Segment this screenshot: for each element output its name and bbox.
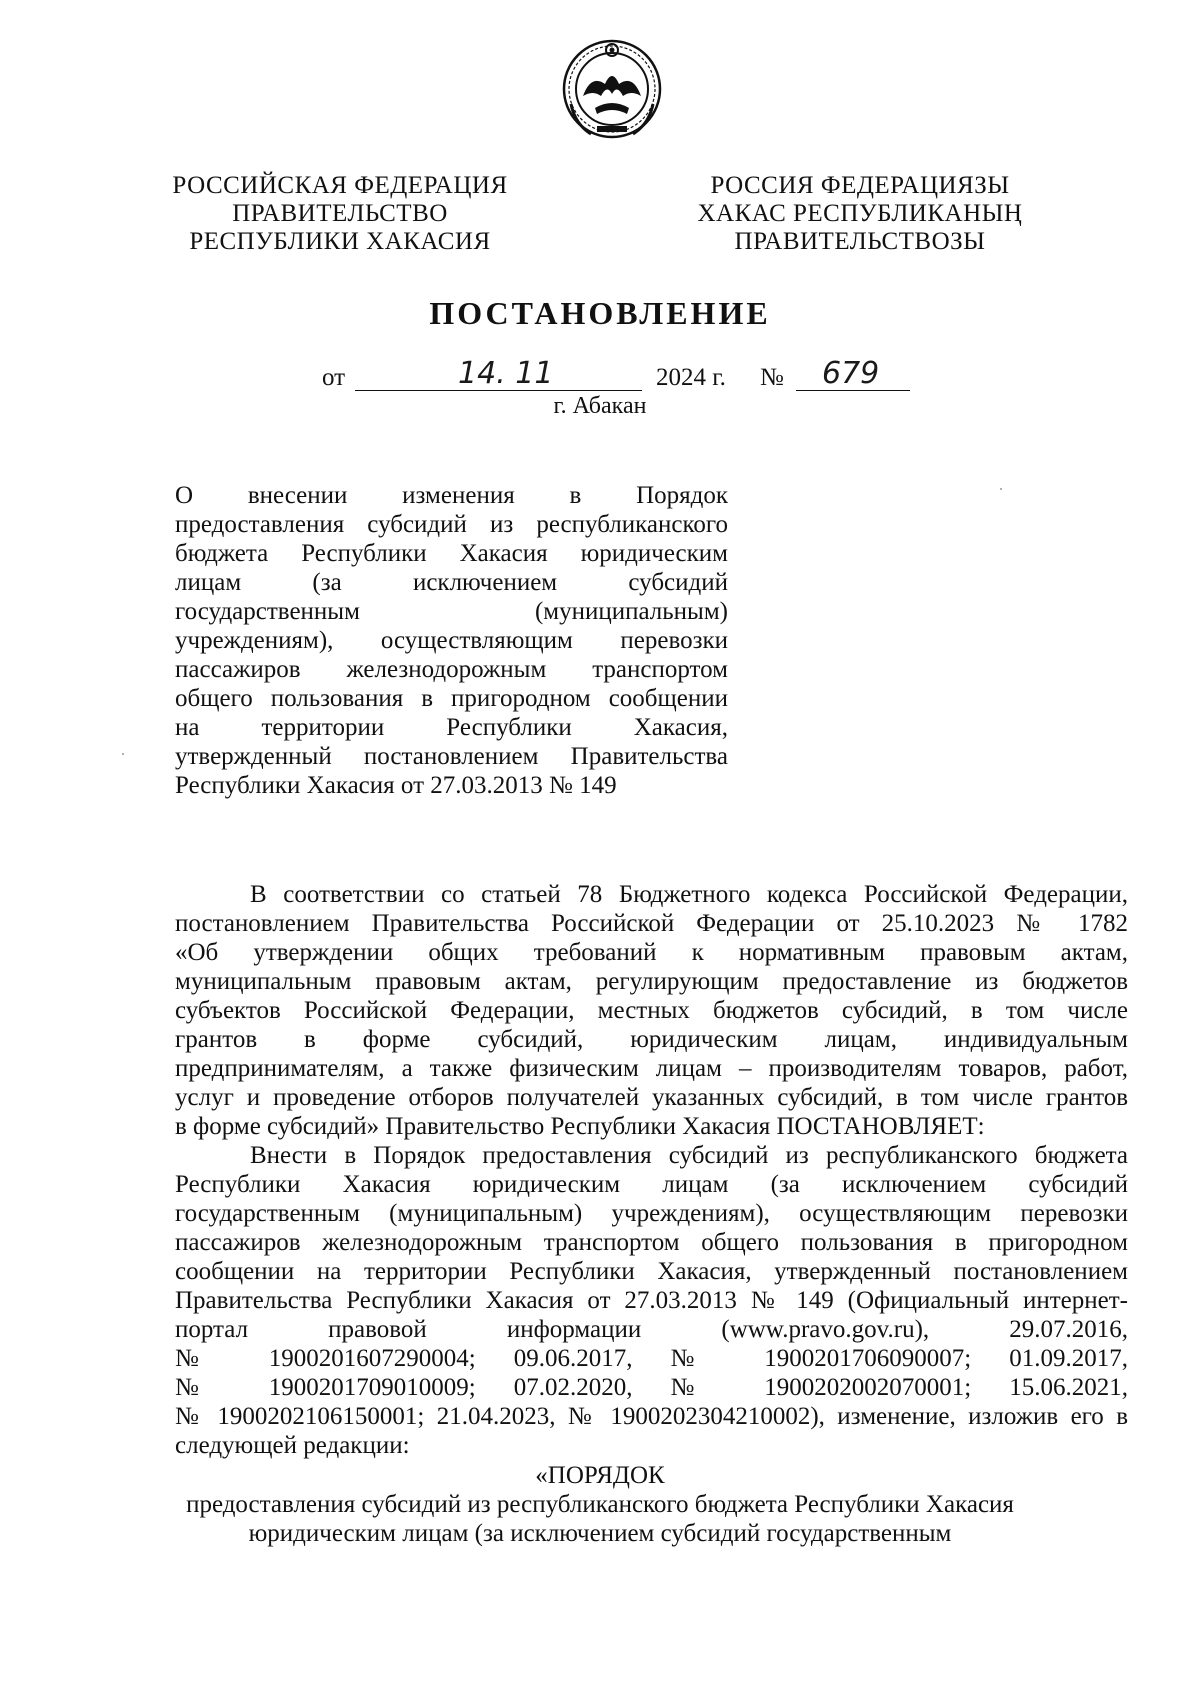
subject-line: государственным (муниципальным) [175,598,728,625]
paragraph-line: в форме субсидий» Правительство Республики Хакасия ПОСТАНОВЛЯЕТ: [175,1113,985,1140]
subject-line: лицам (за исключением субсидий [175,569,728,596]
paragraph-line: сообщении на территории Республики Хакасия, утвержденный постановлением [175,1258,1128,1285]
resolution-paragraph [175,1141,1128,1460]
paragraph-line: услуг и проведение отборов получателей указанных субсидий, в том числе грантов [175,1084,1128,1111]
paragraph-line: предпринимателям, а также физическим лицам – производителям товаров, работ, [175,1055,1128,1082]
subject-line: общего пользования в пригородном сообщении [175,685,728,712]
header-right-line: ПРАВИТЕЛЬСТВОЗЫ [734,228,986,255]
paragraph-line: пассажиров железнодорожным транспортом общего пользования в пригородном [175,1229,1128,1256]
subject-line: на территории Республики Хакасия, [175,714,728,741]
order-subtitle-line: предоставления субсидий из республиканского бюджета Республики Хакасия [186,1491,1014,1518]
paragraph-line: государственным (муниципальным) учреждениям), осуществляющим перевозки [175,1200,1128,1227]
subject-line: О внесении изменения в Порядок [175,482,728,509]
paragraph-line: постановлением Правительства Российской Федерации от 25.10.2023 № 1782 [175,910,1128,937]
paragraph-line: Правительства Республики Хакасия от 27.03.2013 № 149 (Официальный интернет- [175,1287,1128,1314]
paragraph-line: № 1900202106150001; 21.04.2023, № 1900202304210002), изменение, изложив его в [175,1403,1128,1430]
order-subtitle-line: юридическим лицам (за исключением субсидий государственным [248,1520,952,1547]
paragraph-line: № 1900201709010009; 07.02.2020, № 1900202002070001; 15.06.2021, [175,1374,1128,1401]
paragraph-line: № 1900201607290004; 09.06.2017, № 1900201706090007; 01.09.2017, [175,1345,1128,1372]
header-right-block [670,172,1050,256]
paragraph-line: Внести в Порядок предоставления субсидий из республиканского бюджета [250,1142,1128,1169]
order-title: «ПОРЯДОК [535,1462,665,1489]
header-left-line: РЕСПУБЛИКИ ХАКАСИЯ [189,228,491,255]
subject-block [175,481,728,800]
subject-line: бюджета Республики Хакасия юридическим [175,540,728,567]
header-left-line: РОССИЙСКАЯ ФЕДЕРАЦИЯ [172,172,508,199]
number-label: № [760,364,784,391]
date-prefix: от [322,364,346,391]
paragraph-line: грантов в форме субсидий, юридическим лицам, индивидуальным [175,1026,1128,1053]
paragraph-line: В соответствии со статьей 78 Бюджетного кодекса Российской Федерации, [250,881,1128,908]
subject-line: Республики Хакасия от 27.03.2013 № 149 [175,772,617,799]
subject-line: учреждениям), осуществляющим перевозки [175,627,728,654]
coat-of-arms-emblem [561,34,663,144]
paragraph-line: Республики Хакасия юридическим лицам (за исключением субсидий [175,1171,1128,1198]
preamble-paragraph [175,880,1128,1141]
paragraph-line: следующей редакции: [175,1432,410,1459]
date-year: 2024 г. [656,364,726,391]
paragraph-line: субъектов Российской Федерации, местных бюджетов субсидий, в том числе [175,997,1128,1024]
scan-speck [122,753,124,755]
header-right-line: ХАКАС РЕСПУБЛИКАНЫҢ [697,200,1023,227]
handwritten-date: 14. 11 [458,356,554,391]
header-left-block [150,172,530,256]
city-name: г. Абакан [553,393,647,419]
header-right-line: РОССИЯ ФЕДЕРАЦИЯЗЫ [710,172,1010,199]
subject-line: утвержденный постановлением Правительства [175,743,728,770]
paragraph-line: портал правовой информации (www.pravo.gov.ru), 29.07.2016, [175,1316,1128,1343]
paragraph-line: «Об утверждении общих требований к нормативным правовым актам, [175,939,1128,966]
paragraph-line: муниципальным правовым актам, регулирующим предоставление из бюджетов [175,968,1128,995]
subject-line: предоставления субсидий из республиканского [175,511,728,538]
handwritten-number: 679 [822,356,880,391]
header-left-line: ПРАВИТЕЛЬСТВО [232,200,448,227]
scan-speck [1000,488,1002,490]
document-type-title: ПОСТАНОВЛЕНИЕ [429,295,771,331]
order-subtitle [0,1490,1200,1548]
subject-line: пассажиров железнодорожным транспортом [175,656,728,683]
